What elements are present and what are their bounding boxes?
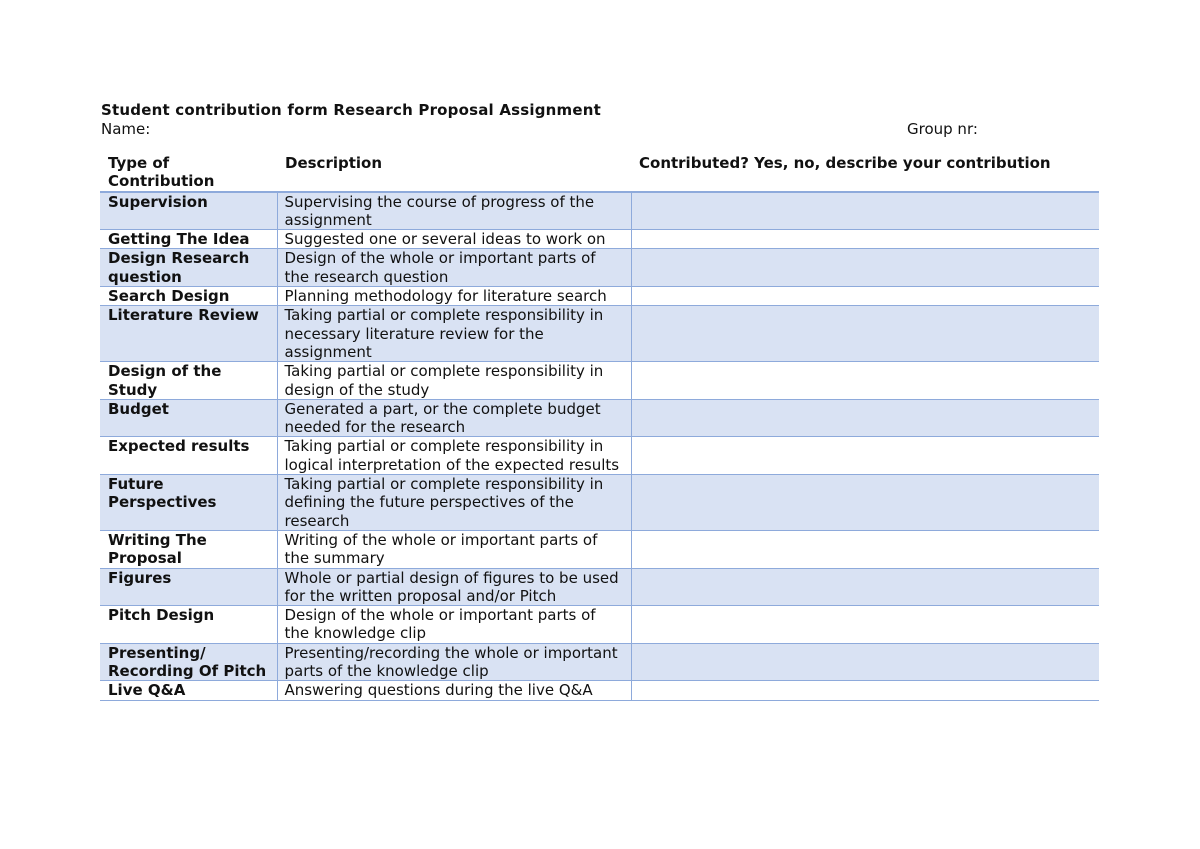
contribution-entry-cell[interactable] — [631, 362, 1099, 400]
contribution-entry-cell[interactable] — [631, 606, 1099, 644]
table-row — [100, 249, 1099, 287]
contribution-type: Literature Review — [100, 306, 277, 362]
contribution-entry-cell[interactable] — [631, 530, 1099, 568]
contribution-type: Expected results — [100, 437, 277, 475]
table-row — [100, 306, 1099, 362]
contribution-entry-cell[interactable] — [631, 475, 1099, 531]
contribution-entry-cell[interactable] — [631, 287, 1099, 306]
table-row — [100, 530, 1099, 568]
contribution-type: Pitch Design — [100, 606, 277, 644]
contribution-description: Whole or partial design of figures to be used for the written proposal and/or Pitch — [277, 568, 631, 606]
header-description: Description — [277, 154, 631, 192]
contribution-table — [100, 154, 1099, 701]
table-row — [100, 643, 1099, 681]
contribution-type: Presenting/ Recording Of Pitch — [100, 643, 277, 681]
table-row — [100, 399, 1099, 437]
table-row — [100, 192, 1099, 230]
group-number-label: Group nr: — [907, 120, 978, 138]
contribution-description: Taking partial or complete responsibility in design of the study — [277, 362, 631, 400]
contribution-entry-cell[interactable] — [631, 681, 1099, 700]
name-field-label: Name: — [101, 120, 151, 138]
contribution-type: Design Research question — [100, 249, 277, 287]
contribution-type: Future Perspectives — [100, 475, 277, 531]
contribution-type: Figures — [100, 568, 277, 606]
table-header-row — [100, 154, 1099, 192]
contribution-description: Taking partial or complete responsibility in necessary literature review for the assignment — [277, 306, 631, 362]
contribution-type: Live Q&A — [100, 681, 277, 700]
table-row — [100, 606, 1099, 644]
contribution-description: Writing of the whole or important parts of the summary — [277, 530, 631, 568]
contribution-entry-cell[interactable] — [631, 643, 1099, 681]
table-row — [100, 437, 1099, 475]
contribution-description: Answering questions during the live Q&A — [277, 681, 631, 700]
contribution-description: Taking partial or complete responsibility in logical interpretation of the expected results — [277, 437, 631, 475]
header-contributed: Contributed? Yes, no, describe your contribution — [631, 154, 1099, 192]
contribution-entry-cell[interactable] — [631, 399, 1099, 437]
table-row — [100, 230, 1099, 249]
table-row — [100, 681, 1099, 700]
table-row — [100, 475, 1099, 531]
contribution-description: Planning methodology for literature search — [277, 287, 631, 306]
contribution-description: Taking partial or complete responsibility in defining the future perspectives of the research — [277, 475, 631, 531]
contribution-description: Supervising the course of progress of the assignment — [277, 192, 631, 230]
contribution-description: Suggested one or several ideas to work on — [277, 230, 631, 249]
contribution-entry-cell[interactable] — [631, 306, 1099, 362]
table-row — [100, 362, 1099, 400]
contribution-type: Supervision — [100, 192, 277, 230]
contribution-entry-cell[interactable] — [631, 192, 1099, 230]
table-row — [100, 287, 1099, 306]
contribution-type: Search Design — [100, 287, 277, 306]
contribution-description: Presenting/recording the whole or important parts of the knowledge clip — [277, 643, 631, 681]
contribution-type: Getting The Idea — [100, 230, 277, 249]
contribution-type: Writing The Proposal — [100, 530, 277, 568]
contribution-description: Design of the whole or important parts of the research question — [277, 249, 631, 287]
contribution-description: Generated a part, or the complete budget needed for the research — [277, 399, 631, 437]
contribution-type: Budget — [100, 399, 277, 437]
table-row — [100, 568, 1099, 606]
contribution-entry-cell[interactable] — [631, 249, 1099, 287]
contribution-description: Design of the whole or important parts of the knowledge clip — [277, 606, 631, 644]
contribution-entry-cell[interactable] — [631, 437, 1099, 475]
contribution-entry-cell[interactable] — [631, 230, 1099, 249]
header-type-of-contribution: Type of Contribution — [100, 154, 277, 192]
contribution-entry-cell[interactable] — [631, 568, 1099, 606]
contribution-type: Design of the Study — [100, 362, 277, 400]
document-title: Student contribution form Research Proposal Assignment — [101, 101, 601, 119]
